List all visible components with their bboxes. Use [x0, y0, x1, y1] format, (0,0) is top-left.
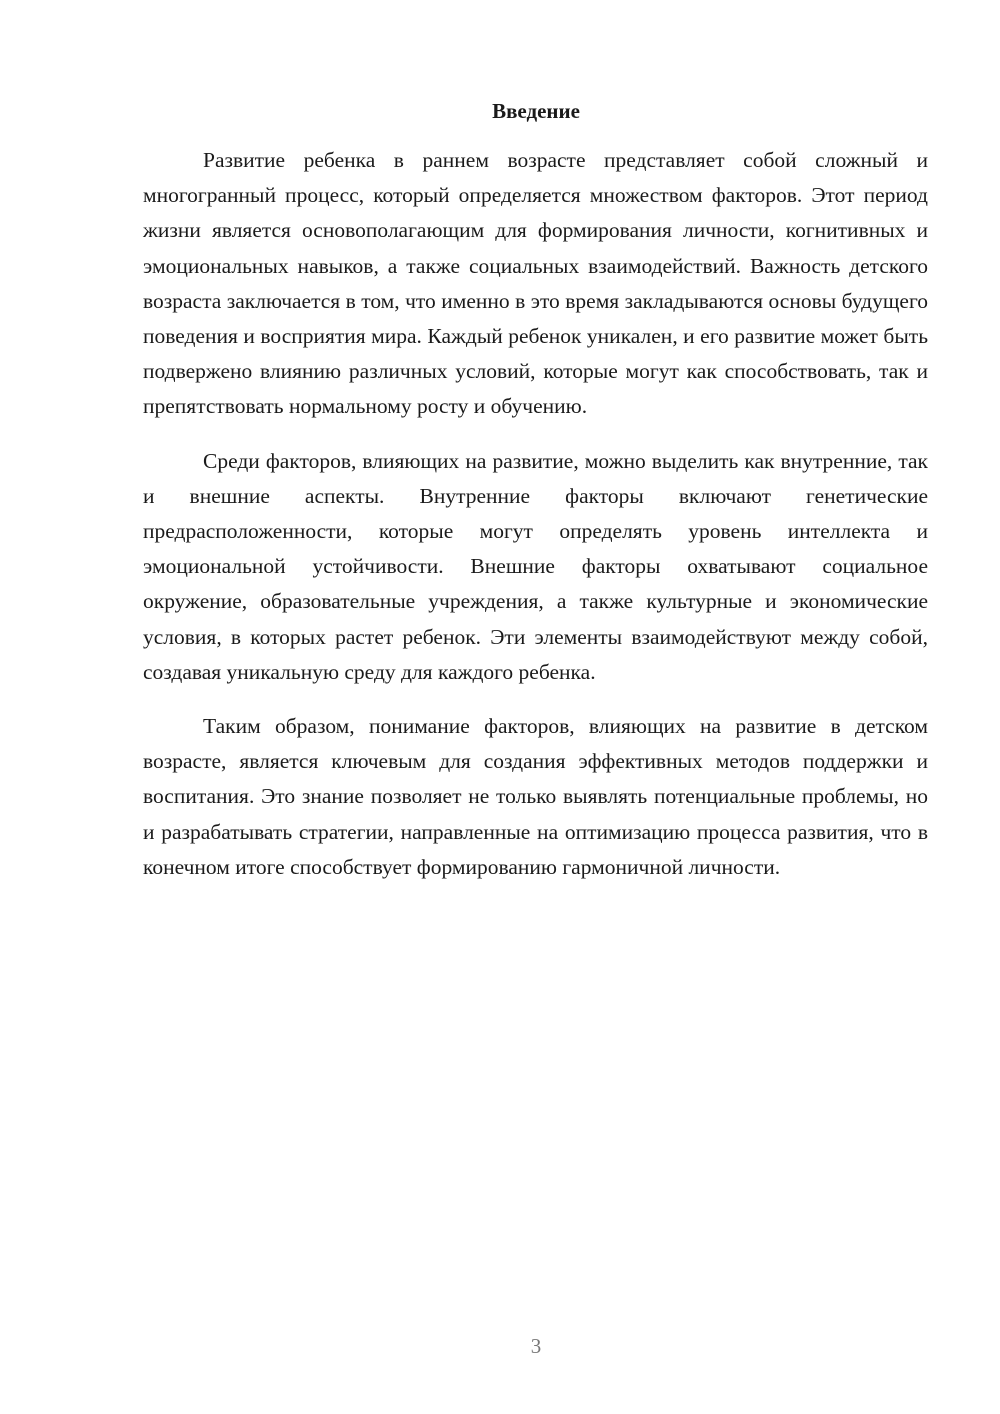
paragraph-1: Развитие ребенка в раннем возрасте представляет собой сложный и многогранный процесс, который определяется множеством факторов. Этот период жизни является основополагающим для формирования личности, когнитивных и эмоциональных навыков, а также социальных взаимодействий. Важность детского возраста заключается в том, что именно в это время закладываются основы будущего поведения и восприятия мира. Каждый ребенок уникален, и его развитие может быть подвержено влиянию различных условий, которые могут как способствовать, так и препятствовать нормальному росту и обучению.: [143, 148, 928, 419]
section-heading: Введение: [492, 99, 580, 123]
paragraph-2: Среди факторов, влияющих на развитие, можно выделить как внутренние, так и внешние аспекты. Внутренние факторы включают генетические предрасположенности, которые могут определять уровень интеллекта и эмоциональной устойчивости. Внешние факторы охватывают социальное окружение, образовательные учреждения, а также культурные и экономические условия, в которых растет ребенок. Эти элементы взаимодействуют между собой, создавая уникальную среду для каждого ребенка.: [143, 448, 928, 684]
paragraph-3: Таким образом, понимание факторов, влияющих на развитие в детском возрасте, является ключевым для создания эффективных методов поддержки и воспитания. Это знание позволяет не только выявлять потенциальные проблемы, но и разрабатывать стратегии, направленные на оптимизацию процесса развития, что в конечном итоге способствует формированию гармоничной личности.: [143, 714, 928, 879]
body-text: [143, 143, 928, 885]
page-number: 3: [530, 1334, 542, 1358]
